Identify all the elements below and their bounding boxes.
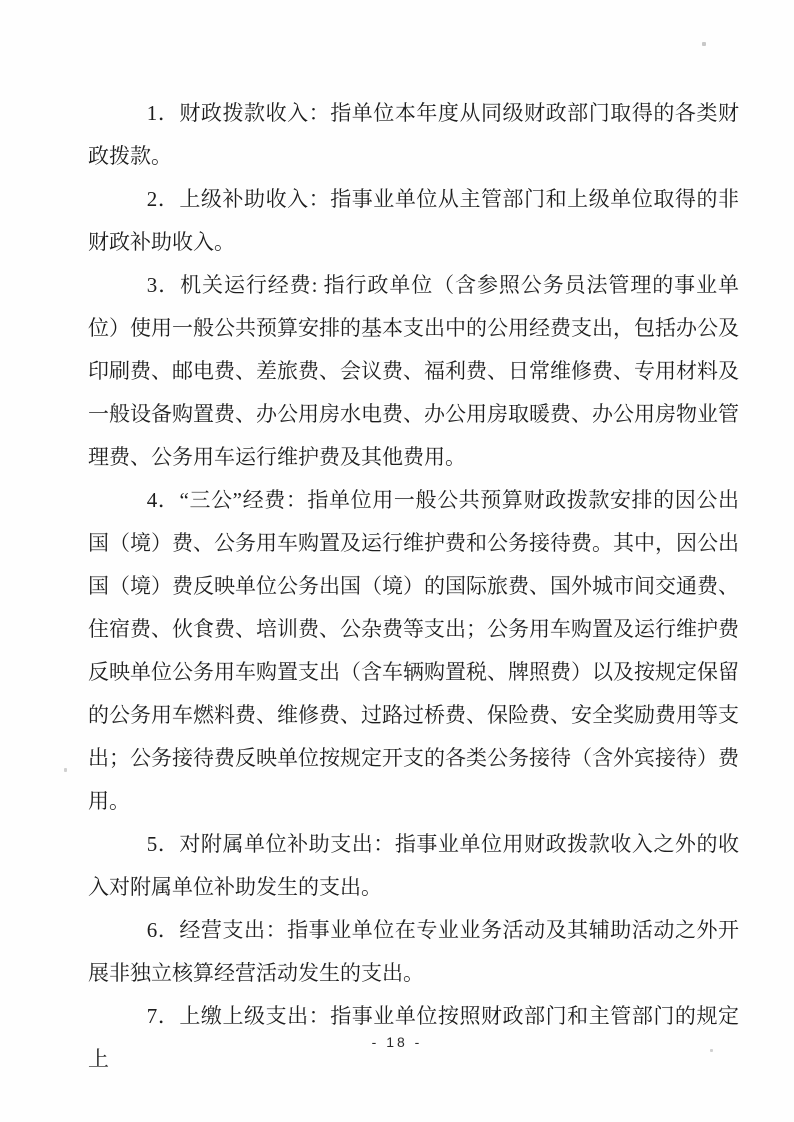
document-body <box>88 92 739 1081</box>
paragraph-higher-level-subsidy-income: 2．上级补助收入：指事业单位从主管部门和上级单位取得的非财政补助收入。 <box>88 187 739 254</box>
scan-speck <box>702 42 706 46</box>
paragraph-agency-operating-expenses: 3．机关运行经费: 指行政单位（含参照公务员法管理的事业单位）使用一般公共预算安排的基本支出中的公用经费支出，包括办公及印刷费、邮电费、差旅费、会议费、福利费、日常维修费、专用材料及一般设备购置费、办公用房水电费、办公用房取暖费、办公用房物业管理费、公务用车运行维护费及其他费用。 <box>88 273 739 469</box>
page-footer <box>0 1034 794 1050</box>
paragraph-subsidy-to-affiliated-units: 5．对附属单位补助支出：指事业单位用财政拨款收入之外的收入对附属单位补助发生的支出。 <box>88 832 739 899</box>
paragraph-three-public-funds: 4．“三公”经费：指单位用一般公共预算财政拨款安排的因公出国（境）费、公务用车购置及运行维护费和公务接待费。其中，因公出国（境）费反映单位公务出国（境）的国际旅费、国外城市间交通费、住宿费、伙食费、培训费、公杂费等支出；公务用车购置及运行维护费反映单位公务用车购置支出（含车辆购置税、牌照费）以及按规定保留的公务用车燃料费、维修费、过路过桥费、保险费、安全奖励费用等支出；公务接待费反映单位按规定开支的各类公务接待（含外宾接待）费用。 <box>88 488 739 813</box>
page-number: - 18 - <box>371 1034 423 1050</box>
paragraph-operating-expenditure: 6．经营支出：指事业单位在专业业务活动及其辅助活动之外开展非独立核算经营活动发生的支出。 <box>88 918 739 985</box>
paragraph-fiscal-appropriation-income: 1．财政拨款收入：指单位本年度从同级财政部门取得的各类财政拨款。 <box>88 101 739 168</box>
scan-speck <box>710 1049 713 1052</box>
paragraph-payment-to-higher-level: 7．上缴上级支出：指事业单位按照财政部门和主管部门的规定上 <box>88 1004 739 1071</box>
scan-speck <box>64 768 67 772</box>
